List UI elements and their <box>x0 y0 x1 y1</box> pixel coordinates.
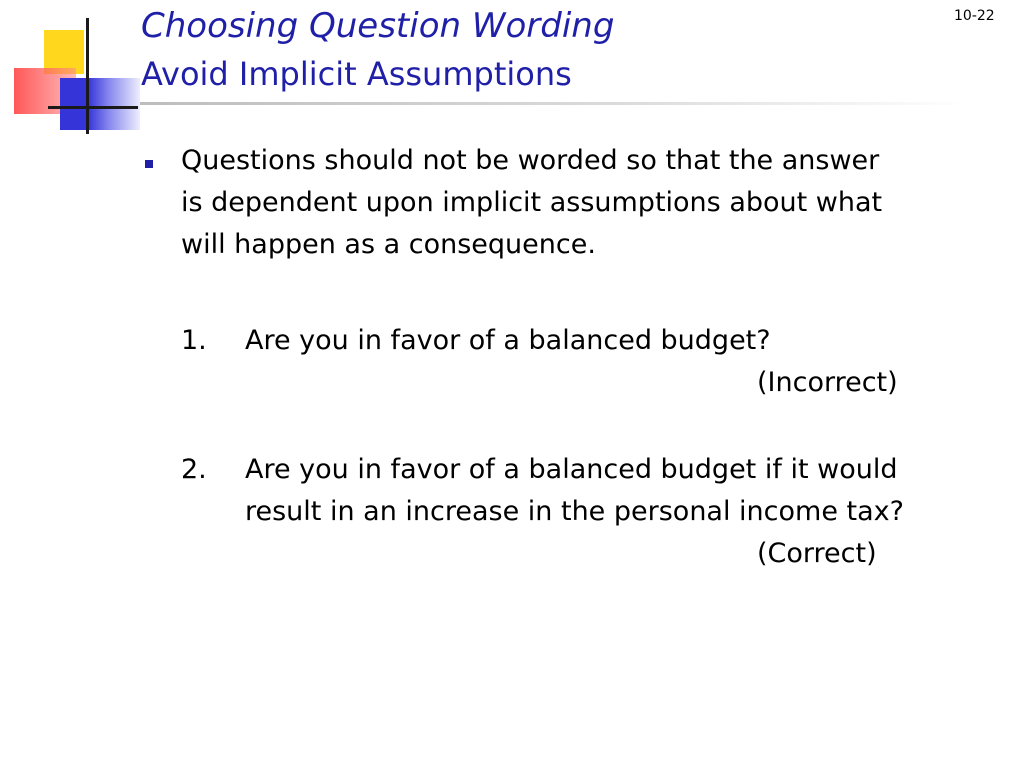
example-question: Are you in favor of a balanced budget if it would result in an increase in the personal income tax? <box>245 454 904 527</box>
slide-title: Choosing Question Wording <box>141 6 615 46</box>
example-number: 2. <box>181 454 207 485</box>
slide-number: 10-22 <box>954 8 995 24</box>
title-divider <box>140 102 970 105</box>
example-verdict: (Incorrect) <box>757 367 898 398</box>
example-question: Are you in favor of a balanced budget? <box>245 325 771 356</box>
example-number: 1. <box>181 325 207 356</box>
slide-subtitle: Avoid Implicit Assumptions <box>141 55 572 93</box>
logo-vertical-line <box>86 18 89 134</box>
example-verdict: (Correct) <box>757 538 877 569</box>
bullet-square-icon <box>145 160 153 168</box>
bullet-text: Questions should not be worded so that the answer is dependent upon implicit assumptions about what will happen as a consequence. <box>181 145 883 260</box>
logo-blue-square <box>60 78 140 130</box>
slide-logo-graphic <box>0 0 140 140</box>
logo-horizontal-line <box>48 106 138 109</box>
